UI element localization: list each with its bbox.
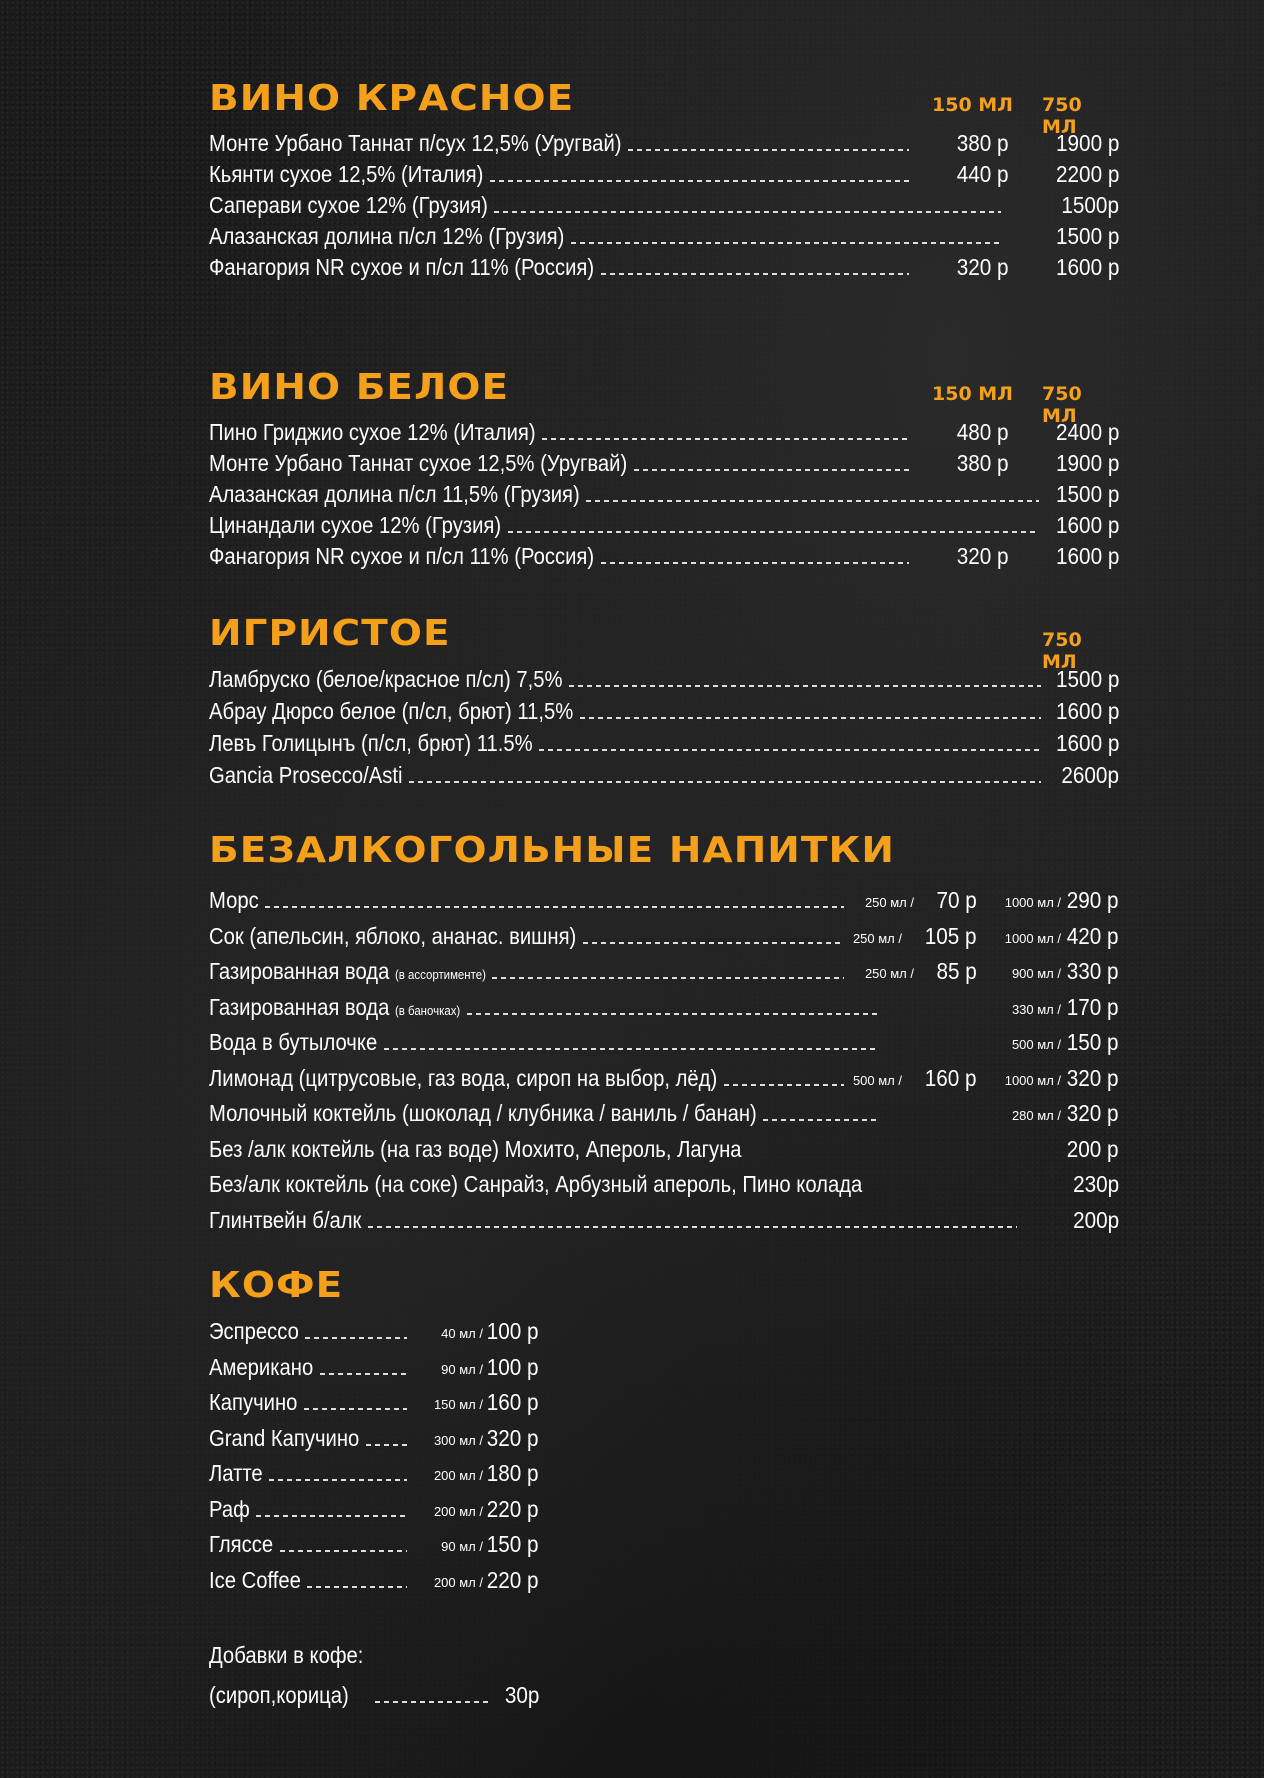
item-name-text: Морс bbox=[209, 887, 259, 913]
menu-item-row bbox=[209, 762, 1119, 796]
item-name-text: Лимонад (цитрусовые, газ вода, сироп на выбор, лёд) bbox=[209, 1064, 718, 1091]
dot-leader bbox=[366, 1444, 407, 1446]
section-title: БЕЗАЛКОГОЛЬНЫЕ НАПИТКИ bbox=[209, 830, 896, 871]
column-header-150ml: 150 МЛ bbox=[932, 383, 1013, 405]
menu-item-row bbox=[209, 223, 1119, 257]
item-name: Кьянти сухое 12,5% (Италия) bbox=[209, 161, 484, 187]
dot-leader bbox=[628, 149, 909, 151]
item-name: Раф bbox=[209, 1495, 250, 1522]
coffee-item-row bbox=[209, 1425, 539, 1459]
volume-large: 330 мл / bbox=[1011, 1001, 1061, 1017]
item-name: Капучино bbox=[209, 1389, 298, 1415]
item-name: Ice Coffee bbox=[209, 1566, 301, 1593]
price-750ml: 1900 р bbox=[1055, 450, 1119, 476]
dot-leader bbox=[384, 1048, 877, 1050]
price-small: 160 р bbox=[925, 1064, 977, 1091]
dot-leader bbox=[280, 1550, 407, 1552]
price-750ml: 1500 р bbox=[1055, 223, 1119, 249]
menu-item-row bbox=[209, 1029, 1119, 1063]
item-name-text: Вода в бутылочке bbox=[209, 1029, 378, 1055]
price-750ml: 1600 р bbox=[1055, 512, 1119, 538]
item-name: Пино Гриджио сухое 12% (Италия) bbox=[209, 419, 536, 445]
column-header-750ml: 750 МЛ bbox=[1042, 629, 1082, 673]
item-price: 30р bbox=[504, 1682, 539, 1708]
menu-item-row bbox=[209, 450, 1119, 484]
dot-leader bbox=[580, 717, 1041, 719]
item-name: Алазанская долина п/сл 11,5% (Грузия) bbox=[209, 481, 580, 507]
price-small: 105 р bbox=[925, 922, 977, 949]
item-price: 100 р bbox=[487, 1318, 539, 1344]
item-price: 150 р bbox=[487, 1531, 539, 1557]
menu-item-row bbox=[209, 958, 1119, 992]
dot-leader bbox=[569, 685, 1041, 687]
column-header-750ml: 750 МЛ bbox=[1042, 94, 1082, 138]
price-large: 230р bbox=[1072, 1171, 1119, 1197]
item-name bbox=[209, 887, 259, 914]
volume-small: 250 мл / bbox=[864, 966, 914, 981]
dot-leader bbox=[269, 1479, 407, 1481]
dot-leader bbox=[539, 749, 1041, 751]
menu-item-row bbox=[209, 698, 1119, 732]
item-name bbox=[209, 1100, 757, 1127]
dot-leader bbox=[601, 273, 909, 275]
item-name: Gancia Prosecco/Asti bbox=[209, 762, 403, 788]
section-title: КОФЕ bbox=[209, 1265, 344, 1306]
coffee-item-row bbox=[209, 1460, 539, 1494]
item-name: Гляссе bbox=[209, 1531, 274, 1557]
item-name: Цинандали сухое 12% (Грузия) bbox=[209, 512, 502, 538]
dot-leader bbox=[368, 1226, 1017, 1228]
item-name bbox=[209, 958, 486, 985]
item-name: Абрау Дюрсо белое (п/сл, брют) 11,5% bbox=[209, 698, 574, 724]
dot-leader bbox=[494, 211, 1001, 213]
volume-large: 280 мл / bbox=[1011, 1108, 1061, 1123]
item-name: (сироп,корица) bbox=[209, 1682, 349, 1708]
coffee-item-row bbox=[209, 1354, 539, 1388]
dot-leader bbox=[508, 531, 1039, 533]
section-sparkling bbox=[209, 613, 1119, 673]
item-name: Саперави сухое 12% (Грузия) bbox=[209, 192, 488, 218]
menu-item-row bbox=[209, 161, 1119, 195]
item-price: 220 р bbox=[487, 1495, 539, 1522]
volume-large: 500 мл / bbox=[1011, 1037, 1061, 1052]
price-150ml: 380 р bbox=[957, 450, 1009, 476]
price-750ml: 1600 р bbox=[1055, 543, 1119, 569]
item-name: Монте Урбано Таннат сухое 12,5% (Уругвай) bbox=[209, 450, 628, 476]
item-name bbox=[209, 1136, 742, 1163]
price-750ml: 1500р bbox=[1061, 192, 1119, 218]
dot-leader bbox=[542, 438, 909, 440]
item-name: Алазанская долина п/сл 12% (Грузия) bbox=[209, 223, 565, 249]
menu-item-row bbox=[209, 994, 1119, 1028]
volume-small: 250 мл / bbox=[852, 930, 902, 946]
volume-large: 1000 мл / bbox=[1004, 895, 1061, 910]
menu-item-row bbox=[209, 1100, 1119, 1134]
menu-item-row bbox=[209, 192, 1119, 226]
item-name bbox=[209, 923, 576, 950]
item-name bbox=[209, 1029, 377, 1056]
price-small: 85 р bbox=[936, 958, 977, 984]
price-150ml: 480 р bbox=[957, 419, 1009, 445]
price-large: 170 р bbox=[1067, 993, 1119, 1020]
price-large: 420 р bbox=[1067, 922, 1119, 949]
menu-item-row bbox=[209, 923, 1119, 957]
dot-leader bbox=[490, 180, 909, 182]
item-price: 160 р bbox=[487, 1389, 539, 1415]
coffee-item-row bbox=[209, 1389, 539, 1423]
item-volume: 90 мл / bbox=[441, 1361, 483, 1377]
price-750ml: 1500 р bbox=[1055, 481, 1119, 507]
price-750ml: 1600 р bbox=[1055, 730, 1119, 756]
item-name-text: Газированная вода bbox=[209, 993, 390, 1020]
column-header-750ml: 750 МЛ bbox=[1042, 383, 1082, 427]
item-name-text: Без /алк коктейль (на газ воде) Мохито, Апероль, Лагуна bbox=[209, 1135, 742, 1162]
price-large: 150 р bbox=[1067, 1029, 1119, 1055]
dot-leader bbox=[724, 1084, 844, 1086]
coffee-addons-label: Добавки в кофе: bbox=[209, 1642, 364, 1668]
menu-item-row bbox=[209, 543, 1119, 577]
price-750ml: 1500 р bbox=[1055, 666, 1119, 692]
menu-item-row bbox=[209, 1065, 1119, 1099]
item-volume: 200 мл / bbox=[433, 1468, 483, 1483]
price-large: 330 р bbox=[1067, 958, 1119, 984]
price-large: 290 р bbox=[1067, 887, 1119, 913]
dot-leader bbox=[467, 1013, 877, 1015]
coffee-item-row bbox=[209, 1496, 539, 1530]
price-750ml: 2400 р bbox=[1055, 419, 1119, 445]
dot-leader bbox=[583, 942, 844, 944]
menu-item-row bbox=[209, 254, 1119, 288]
item-price: 220 р bbox=[487, 1566, 539, 1593]
dot-leader bbox=[409, 781, 1041, 783]
price-large: 320 р bbox=[1067, 1064, 1119, 1091]
coffee-item-row bbox=[209, 1318, 539, 1352]
item-volume: 150 мл / bbox=[433, 1397, 483, 1412]
coffee-item-row bbox=[209, 1567, 539, 1601]
item-name: Фанагория NR сухое и п/сл 11% (Россия) bbox=[209, 543, 595, 569]
item-name-note: (в ассортименте) bbox=[394, 967, 486, 982]
price-750ml: 2200 р bbox=[1055, 161, 1119, 187]
dot-leader bbox=[305, 1337, 407, 1339]
dot-leader bbox=[307, 1586, 407, 1588]
item-name-text: Молочный коктейль (шоколад / клубника / ваниль / банан) bbox=[209, 1100, 757, 1126]
dot-leader bbox=[320, 1373, 407, 1375]
item-volume: 40 мл / bbox=[441, 1326, 483, 1341]
item-price: 320 р bbox=[487, 1424, 539, 1451]
item-volume: 200 мл / bbox=[433, 1503, 483, 1519]
item-name bbox=[209, 1207, 361, 1234]
item-name: Монте Урбано Таннат п/сух 12,5% (Уругвай) bbox=[209, 130, 622, 156]
menu-item-row bbox=[209, 1136, 1119, 1170]
item-name bbox=[209, 994, 460, 1021]
price-150ml: 440 р bbox=[957, 161, 1009, 187]
item-volume: 200 мл / bbox=[433, 1574, 483, 1590]
item-name bbox=[209, 1065, 717, 1092]
section-red-wine bbox=[209, 78, 1119, 138]
price-150ml: 380 р bbox=[957, 130, 1009, 156]
menu-item-row bbox=[209, 1171, 1119, 1205]
menu-item-row bbox=[209, 512, 1119, 546]
menu-item-row bbox=[209, 887, 1119, 921]
volume-large: 900 мл / bbox=[1011, 966, 1061, 981]
item-name-text: Сок (апельсин, яблоко, ананас. вишня) bbox=[209, 922, 577, 949]
volume-large: 1000 мл / bbox=[1004, 1072, 1061, 1088]
price-large: 320 р bbox=[1067, 1100, 1119, 1126]
section-title: ВИНО КРАСНОЕ bbox=[209, 78, 575, 119]
item-name: Латте bbox=[209, 1460, 263, 1486]
menu-item-row bbox=[209, 730, 1119, 764]
price-150ml: 320 р bbox=[957, 254, 1009, 280]
item-volume: 90 мл / bbox=[441, 1539, 483, 1554]
section-soft-drinks bbox=[209, 830, 1119, 874]
item-name: Grand Капучино bbox=[209, 1424, 360, 1451]
dot-leader bbox=[634, 469, 909, 471]
price-750ml: 2600р bbox=[1061, 762, 1119, 788]
coffee-item-row bbox=[209, 1531, 539, 1565]
volume-small: 500 мл / bbox=[852, 1072, 902, 1088]
dot-leader bbox=[601, 562, 909, 564]
dot-leader bbox=[256, 1515, 407, 1517]
dot-leader bbox=[763, 1119, 877, 1121]
section-white-wine bbox=[209, 367, 1119, 427]
volume-small: 250 мл / bbox=[864, 895, 914, 910]
menu-item-row bbox=[209, 1207, 1119, 1241]
coffee-addons-row bbox=[209, 1682, 539, 1716]
item-price: 180 р bbox=[487, 1460, 539, 1486]
dot-leader bbox=[586, 500, 1039, 502]
price-large: 200р bbox=[1072, 1206, 1119, 1233]
item-name-text: Глинтвейн б/алк bbox=[209, 1206, 362, 1233]
item-name: Левъ Голицынъ (п/сл, брют) 11.5% bbox=[209, 730, 533, 756]
item-name bbox=[209, 1171, 862, 1198]
dot-leader bbox=[375, 1701, 491, 1703]
item-name: Эспрессо bbox=[209, 1318, 299, 1344]
price-small: 70 р bbox=[936, 887, 977, 913]
menu-item-row bbox=[209, 666, 1119, 700]
price-750ml: 1600 р bbox=[1055, 254, 1119, 280]
item-name-text: Без/алк коктейль (на соке) Санрайз, Арбузный апероль, Пино колада bbox=[209, 1171, 863, 1197]
item-name-text: Газированная вода bbox=[209, 958, 390, 984]
price-750ml: 1600 р bbox=[1055, 698, 1119, 724]
item-name: Американо bbox=[209, 1353, 314, 1380]
dot-leader bbox=[265, 906, 844, 908]
dot-leader bbox=[571, 242, 1001, 244]
menu-item-row bbox=[209, 130, 1119, 164]
section-coffee bbox=[209, 1265, 1119, 1309]
dot-leader bbox=[492, 977, 844, 979]
menu-item-row bbox=[209, 419, 1119, 453]
section-title: ВИНО БЕЛОЕ bbox=[209, 367, 510, 408]
price-large: 200 р bbox=[1067, 1135, 1119, 1162]
dot-leader bbox=[304, 1408, 407, 1410]
item-name-note: (в баночках) bbox=[394, 1002, 461, 1018]
volume-large: 1000 мл / bbox=[1004, 930, 1061, 946]
menu-item-row bbox=[209, 481, 1119, 515]
item-name: Ламбруско (белое/красное п/сл) 7,5% bbox=[209, 666, 563, 692]
column-header-150ml: 150 МЛ bbox=[932, 94, 1013, 116]
item-volume: 300 мл / bbox=[433, 1432, 483, 1448]
section-title: ИГРИСТОЕ bbox=[209, 613, 451, 654]
item-name: Фанагория NR сухое и п/сл 11% (Россия) bbox=[209, 254, 595, 280]
price-750ml: 1900 р bbox=[1055, 130, 1119, 156]
price-150ml: 320 р bbox=[957, 543, 1009, 569]
item-price: 100 р bbox=[487, 1353, 539, 1380]
